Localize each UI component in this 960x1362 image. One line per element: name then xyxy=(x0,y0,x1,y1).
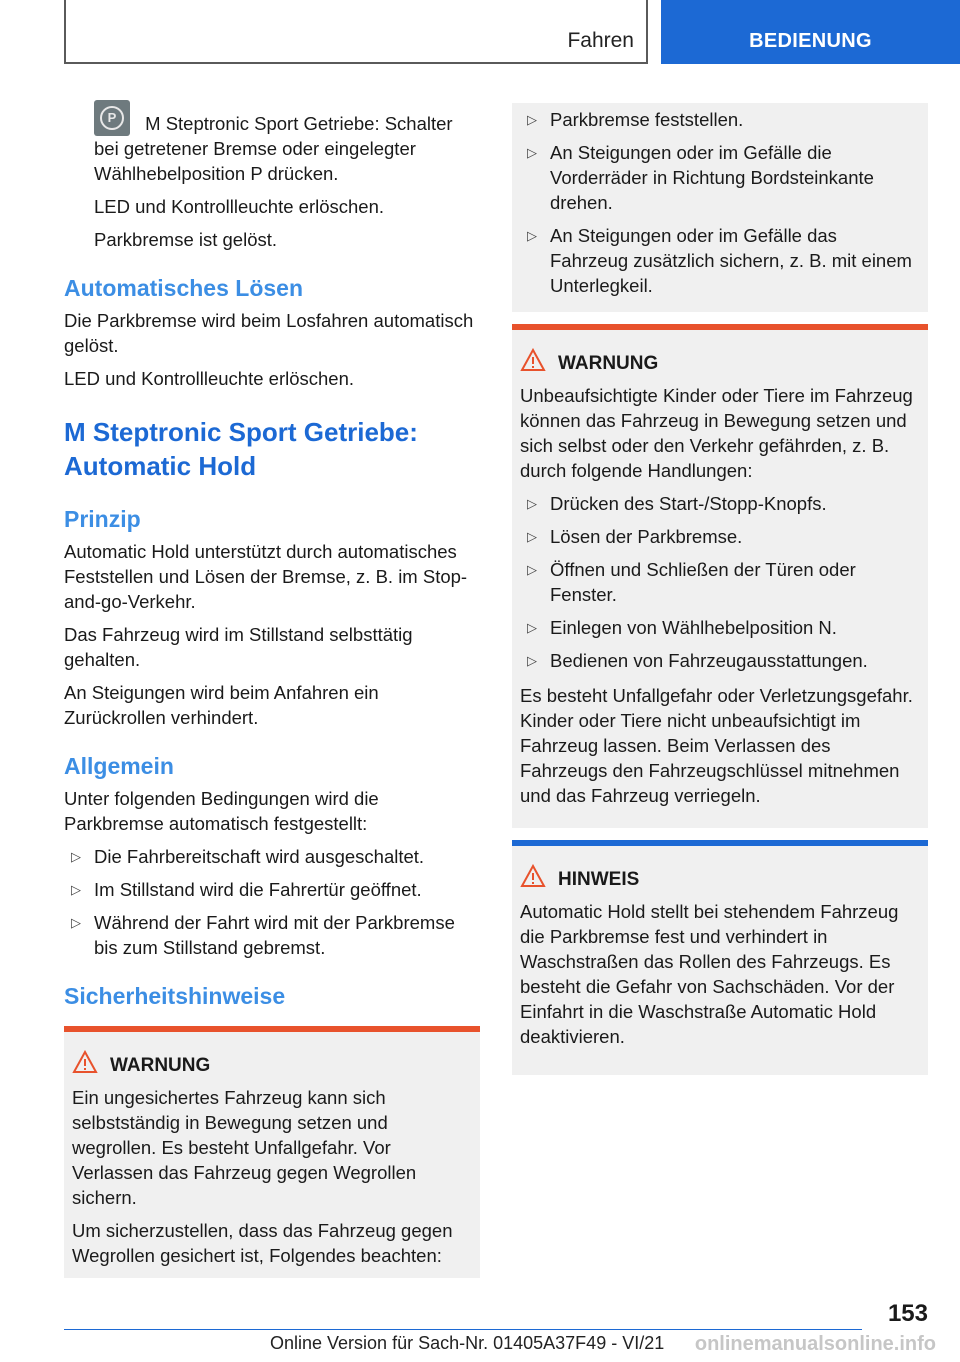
parking-brake-icon: P xyxy=(94,100,130,136)
principle-heading: Prinzip xyxy=(64,506,141,532)
bullet-icon: ▷ xyxy=(527,145,537,160)
general-text: Unter folgenden Bedingungen wird die Parkbremse automatisch festgestellt: xyxy=(64,788,379,834)
list-item: ▷ Während der Fahrt wird mit der Parkbremse bis zum Stillstand gebremst. xyxy=(71,912,455,958)
warning-triangle-icon xyxy=(520,348,546,372)
auto-release-text: Die Parkbremse wird beim Losfahren automatisch gelöst. xyxy=(64,310,474,356)
warning-text-2: Es besteht Unfallgefahr oder Verletzungsgefahr. Kinder oder Tiere nicht unbeaufsichtigt im Fahrzeug lassen. Beim Verlassen des Fahrzeugs den Fahrzeugschlüssel mitnehmen und das Fahrzeug verriegeln. xyxy=(520,685,913,806)
intro-paragraph: P M Steptronic Sport Getriebe: Schalter bei getretener Bremse oder eingelegter Wählhebelposition P drücken. xyxy=(64,100,480,186)
bullet-icon: ▷ xyxy=(527,112,537,127)
hint-text: Automatic Hold stellt bei stehendem Fahrzeug die Parkbremse fest und verhindert in Waschstraßen das Rollen des Fahrzeugs. Es besteht die Gefahr von Sachschäden. Vor der Einfahrt in die Waschstraße Automatic Hold deaktivieren. xyxy=(520,901,899,1047)
warning-box-left xyxy=(64,1026,480,1278)
list-item: ▷ Einlegen von Wählhebelposition N. xyxy=(527,617,837,638)
intro-led-text: LED und Kontrollleuchte erlöschen. xyxy=(94,196,385,217)
warning-text-1: Ein ungesichertes Fahrzeug kann sich selbstständig in Bewegung setzen und wegrollen. Es besteht Unfallgefahr. Vor Verlassen das Fahrzeug gegen Wegrollen sichern. xyxy=(72,1087,417,1208)
warning-continuation-box xyxy=(512,103,928,312)
header-section-label: Fahren xyxy=(567,29,634,52)
header-chapter-tab xyxy=(661,0,960,64)
bullet-icon: ▷ xyxy=(527,653,537,668)
header-section-box xyxy=(64,0,648,64)
footer-divider xyxy=(64,1329,862,1330)
precaution-list xyxy=(520,107,920,298)
list-item: ▷ Im Stillstand wird die Fahrertür geöffnet. xyxy=(71,879,422,900)
warning-action-list xyxy=(520,491,920,673)
list-item: ▷ Bedienen von Fahrzeugausstattungen. xyxy=(527,650,868,671)
list-item: ▷ Die Fahrbereitschaft wird ausgeschaltet. xyxy=(71,846,425,867)
hint-box xyxy=(512,840,928,1075)
bullet-icon: ▷ xyxy=(527,620,537,635)
hint-title: HINWEIS xyxy=(520,864,920,893)
bullet-icon: ▷ xyxy=(527,529,537,544)
bullet-icon: ▷ xyxy=(71,882,81,897)
right-column xyxy=(512,103,928,1075)
bullet-icon: ▷ xyxy=(71,915,81,930)
header-chapter-label: BEDIENUNG xyxy=(749,30,872,52)
warning-box-right xyxy=(512,324,928,828)
principle-text-1: Automatic Hold unterstützt durch automatisches Feststellen und Lösen der Bremse, z. B. im Stop-and-go-Verkehr. xyxy=(64,541,468,612)
bullet-icon: ▷ xyxy=(527,228,537,243)
list-item: ▷ An Steigungen oder im Gefälle das Fahrzeug zusätzlich sichern, z. B. mit einem Unterlegkeil. xyxy=(527,225,912,296)
bullet-icon: ▷ xyxy=(71,849,81,864)
warning-title: WARNUNG xyxy=(520,348,920,377)
general-list xyxy=(64,844,480,960)
watermark-logo: onlinemanualsonline.info xyxy=(694,1333,936,1355)
warning-triangle-icon xyxy=(520,864,546,888)
list-item: ▷ Lösen der Parkbremse. xyxy=(527,526,743,547)
warning-text-1: Unbeaufsichtigte Kinder oder Tiere im Fahrzeug können das Fahrzeug in Bewegung setzen und sich selbst oder den Verkehr gefährden, z. B. durch folgende Handlungen: xyxy=(520,385,913,481)
warning-text-2: Um sicherzustellen, dass das Fahrzeug gegen Wegrollen gesichert ist, Folgendes beachten: xyxy=(72,1220,453,1266)
principle-text-2: Das Fahrzeug wird im Stillstand selbsttätig gehalten. xyxy=(64,624,413,670)
principle-text-3: An Steigungen wird beim Anfahren ein Zurückrollen verhindert. xyxy=(64,682,379,728)
left-column xyxy=(64,100,480,1278)
page-number: 153 xyxy=(887,1300,928,1327)
list-item: ▷ An Steigungen oder im Gefälle die Vorderräder in Richtung Bordsteinkante drehen. xyxy=(527,142,874,213)
auto-release-led-text: LED und Kontrollleuchte erlöschen. xyxy=(64,368,355,389)
warning-triangle-icon xyxy=(72,1050,98,1074)
list-item: ▷ Öffnen und Schließen der Türen oder Fenster. xyxy=(527,559,856,605)
main-heading: M Steptronic Sport Getriebe: Automatic Hold xyxy=(64,417,418,481)
safety-heading: Sicherheitshinweise xyxy=(64,983,286,1009)
bullet-icon: ▷ xyxy=(527,562,537,577)
warning-title: WARNUNG xyxy=(72,1050,472,1079)
general-heading: Allgemein xyxy=(64,753,174,779)
auto-release-heading: Automatisches Lösen xyxy=(64,275,303,301)
list-item: ▷ Parkbremse feststellen. xyxy=(527,109,744,130)
list-item: ▷ Drücken des Start-/Stopp-Knopfs. xyxy=(527,493,827,514)
intro-released-text: Parkbremse ist gelöst. xyxy=(94,229,278,250)
bullet-icon: ▷ xyxy=(527,496,537,511)
